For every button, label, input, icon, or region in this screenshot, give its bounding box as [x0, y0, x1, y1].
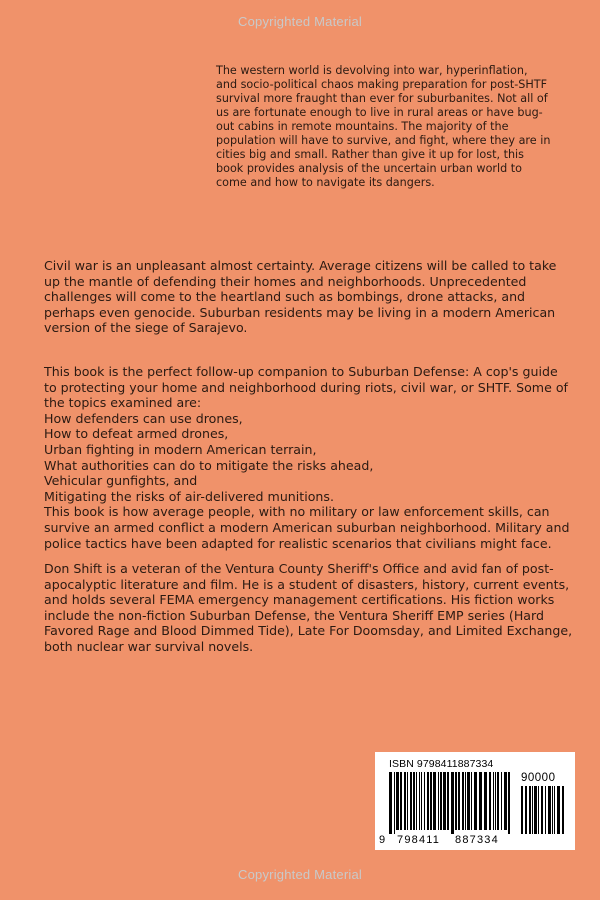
barcode-digit-first: 9 [379, 834, 387, 846]
barcode-bar [545, 786, 546, 834]
barcode-bar [443, 772, 446, 830]
barcode-bar [465, 772, 466, 830]
description-paragraph-2 [44, 364, 574, 551]
barcode-bar [430, 772, 432, 830]
barcode-bar [474, 772, 477, 830]
barcode-bar [538, 786, 539, 834]
isbn-label: ISBN 9798411887334 [389, 758, 494, 770]
barcode-bar [504, 772, 507, 830]
barcode-bar [541, 786, 543, 834]
barcode-bar [419, 772, 420, 830]
barcode-bar [534, 786, 537, 834]
barcode-bar [407, 772, 408, 830]
barcode-bar [462, 772, 464, 830]
barcode-bar [451, 772, 454, 834]
barcode-bar [458, 772, 460, 830]
barcode-bar [508, 772, 510, 834]
barcode-bar [484, 772, 487, 830]
barcode-bar [493, 772, 494, 830]
barcode-bar [552, 786, 553, 834]
barcode-bar [562, 786, 564, 834]
price-code: 90000 [521, 772, 556, 784]
barcode-bar [495, 772, 496, 830]
back-cover-blurb: The western world is devolving into war, hyperinflation, and socio-political chaos making preparation for post-SHTF survival more fraught than ever for suburbanites. Not all of us are fortunate enough to live in rural areas or have bug-out cabins in remote mountains. The majority of the population will have to survive, and fight, where they are in cities big and small. Rather than give it up for lost, this book provides analysis of the uncertain urban world to come and how to navigate its dangers. [216, 64, 551, 189]
ean13-bars [389, 772, 515, 834]
topic-item: Vehicular gunfights, and [44, 473, 198, 489]
barcode-bar [489, 772, 491, 830]
barcode-bar [427, 772, 429, 830]
barcode-bar [557, 786, 560, 834]
barcode-bar [479, 772, 482, 830]
barcode-bar [424, 772, 425, 830]
description-paragraph-1: Civil war is an unpleasant almost certainty. Average citizens will be called to take up the mantle of defending their homes and neighborhoods. Unprecedented challenges will come to the heartland such as bombings, drone attacks, and perhaps even genocide. Suburban residents may be living in a modern American version of the siege of Sarajevo. [44, 258, 557, 336]
barcode-bar [497, 772, 499, 830]
author-bio-paragraph: Don Shift is a veteran of the Ventura County Sheriff's Office and avid fan of post-apocalyptic literature and film. He is a student of disasters, history, current events, and holds several FEMA emergency management certifications. His fiction works include the non-fiction Suburban Defense, the Ventura Sheriff EMP series (Hard Favored Rage and Blood Dimmed Tide), Late For Doomsday, and Limited Exchange, both nuclear war survival novels. [44, 561, 573, 654]
barcode-bar [438, 772, 439, 830]
barcode-bar [521, 786, 523, 834]
barcode-bar [416, 772, 417, 830]
barcode-bar [396, 772, 399, 830]
barcode-bar [404, 772, 406, 830]
barcode-bar [394, 772, 395, 834]
barcode-bar [455, 772, 457, 830]
barcode-bar [389, 772, 392, 834]
barcode-bar [410, 772, 412, 830]
barcode-bar [471, 772, 472, 830]
paragraph-2-intro: This book is the perfect follow-up companion to Suburban Defense: A cop's guide to protecting your home and neighborhood during riots, civil war, or SHTF. Some of the topics examined are: [44, 364, 568, 411]
price-addon-bars [521, 786, 567, 834]
barcode-bar [501, 772, 502, 830]
barcode-bar [413, 772, 415, 830]
topic-item: What authorities can do to mitigate the risks ahead, [44, 457, 374, 473]
topic-item: Mitigating the risks of air-delivered munitions. [44, 488, 334, 504]
topic-item: How to defeat armed drones, [44, 426, 229, 442]
barcode-bar [554, 786, 555, 834]
barcode-bar [532, 786, 533, 834]
barcode-bar [400, 772, 402, 830]
barcode-bar [447, 772, 449, 830]
paragraph-2-closing: This book is how average people, with no military or law enforcement skills, can survive an armed conflict a modern American suburban neighborhood. Military and police tactics have been adapted for realistic scenarios that civilians might face. [44, 504, 570, 551]
barcode-bar [433, 772, 436, 830]
barcode-bar [529, 786, 531, 834]
barcode-bar [421, 772, 422, 830]
barcode-bar [548, 786, 551, 834]
barcode-bar [440, 772, 442, 830]
isbn-barcode [375, 752, 575, 850]
topic-item: How defenders can use drones, [44, 410, 243, 426]
watermark-top: Copyrighted Material [238, 14, 362, 29]
topic-item: Urban fighting in modern American terrain, [44, 441, 317, 457]
barcode-bar [525, 786, 527, 834]
barcode-digits-right: 887334 [455, 834, 499, 846]
barcode-digits-left: 798411 [397, 834, 441, 846]
watermark-bottom: Copyrighted Material [238, 867, 362, 882]
barcode-bar [467, 772, 470, 830]
